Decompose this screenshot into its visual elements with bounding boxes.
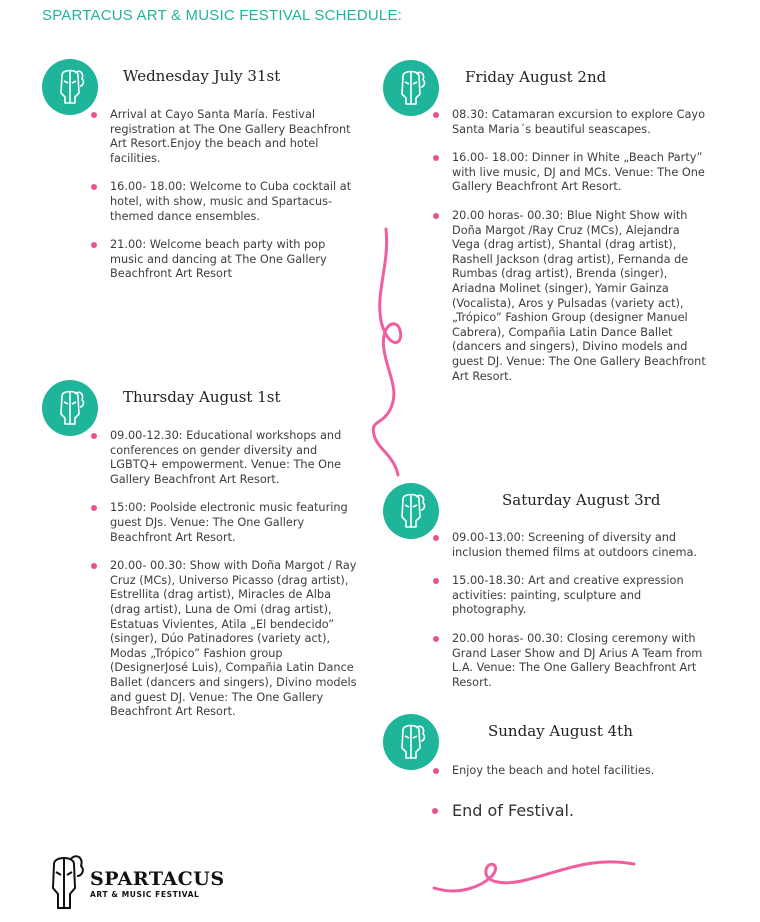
event-text: 15.00-18.30: Art and creative expression activities: painting, sculpture and photography. bbox=[452, 574, 684, 617]
day-events-wednesday bbox=[91, 108, 361, 296]
bullet-dot bbox=[433, 636, 439, 642]
event-text: 09.00-12.30: Educational workshops and conferences on gender diversity and LGBTQ+ empowerment. Venue: The One Gallery Beachfront Art Resort. bbox=[110, 429, 342, 486]
list-item bbox=[91, 559, 361, 720]
logo-name: SPARTACUS bbox=[90, 868, 225, 890]
bullet-dot bbox=[91, 184, 97, 190]
bullet-dot bbox=[91, 563, 97, 569]
bullet-dot bbox=[433, 213, 439, 219]
event-text: 09.00-13.00: Screening of diversity and inclusion themed films at outdoors cinema. bbox=[452, 531, 698, 559]
list-item bbox=[433, 108, 711, 137]
spartacus-helmet-icon bbox=[42, 380, 98, 436]
event-text: 21.00: Welcome beach party with pop music and dancing at The One Gallery Beachfront Art Resort bbox=[110, 238, 327, 281]
event-text: 08.30: Catamaran excursion to explore Cayo Santa Maria´s beautiful seascapes. bbox=[452, 108, 706, 136]
event-text: 16.00- 18.00: Dinner in White „Beach Party” with live music, DJ and MCs. Venue: The One Gallery Beachfront Art Resort. bbox=[452, 151, 705, 194]
event-text: Arrival at Cayo Santa María. Festival registration at The One Gallery Beachfront Art Resort.Enjoy the beach and hotel facilities. bbox=[110, 108, 351, 165]
bullet-dot bbox=[91, 112, 97, 118]
day-events-thursday bbox=[91, 429, 361, 734]
day-title-saturday: Saturday August 3rd bbox=[502, 491, 661, 509]
day-events-friday bbox=[433, 108, 711, 398]
decorative-swirl bbox=[430, 850, 640, 900]
event-text: 20.00- 00.30: Show with Doña Margot / Ray Cruz (MCs), Universo Picasso (drag artist), Estrellita (drag artist), Miracles de Alba (drag artist), Luna de Omi (drag artist), Estatuas Vivientes, Atila „El bendecido” (singer), Dúo Patinadores (variety act), Modas „Trópico” Fashion group (DesignerJosé Luis), Compañia Latin Dance Ballet (dancers and singers), Divino models and guest DJ. Venue: The One Gallery Beachfront Art Resort. bbox=[110, 559, 357, 719]
decorative-swirl bbox=[360, 225, 420, 485]
list-item bbox=[433, 531, 703, 560]
list-item bbox=[433, 632, 703, 690]
bullet-dot bbox=[433, 155, 439, 161]
list-item bbox=[91, 180, 361, 224]
list-item bbox=[91, 501, 361, 545]
list-item bbox=[91, 429, 361, 487]
spartacus-helmet-icon bbox=[383, 714, 439, 770]
end-of-festival bbox=[432, 801, 574, 820]
event-text: 20.00 horas- 00.30: Blue Night Show with Doña Margot /Ray Cruz (MCs), Alejandra Vega (drag artist), Shantal (drag artist), Rashell Jackson (drag artist), Fernanda de Rumbas (drag artist), Brenda (singer), Ariadna Molinet (singer), Yamir Gainza (Vocalista), Aros y Pulsadas (variety act), „Trópico” Fashion Group (designer Manuel Cabrera), Compañia Latin Dance Ballet (dancers and singers), Divino models and guest DJ. Venue: The One Gallery Beachfront Art Resort. bbox=[452, 208, 706, 383]
list-item bbox=[433, 764, 703, 779]
day-title-thursday: Thursday August 1st bbox=[123, 388, 281, 406]
event-text: 20.00 horas- 00.30: Closing ceremony with Grand Laser Show and DJ Arius A Team from L.A. Venue: The One Gallery Beachfront Art Resort. bbox=[452, 631, 703, 689]
spartacus-helmet-icon bbox=[383, 60, 439, 116]
event-text: 15:00: Poolside electronic music featuring guest DJs. Venue: The One Gallery Beachfront Art Resort. bbox=[110, 501, 348, 544]
spartacus-helmet-icon bbox=[383, 483, 439, 539]
end-note-text: End of Festival. bbox=[452, 801, 575, 820]
bullet-dot bbox=[91, 505, 97, 511]
list-item bbox=[433, 209, 711, 384]
list-item bbox=[433, 151, 711, 195]
bullet-dot bbox=[433, 112, 439, 118]
event-text: Enjoy the beach and hotel facilities. bbox=[452, 764, 655, 777]
spartacus-logo bbox=[44, 848, 225, 920]
bullet-dot bbox=[432, 808, 438, 814]
list-item bbox=[91, 108, 361, 166]
day-events-sunday bbox=[433, 764, 703, 793]
bullet-dot bbox=[91, 433, 97, 439]
list-item bbox=[433, 574, 703, 618]
bullet-dot bbox=[91, 242, 97, 248]
logo-subtitle: ART & MUSIC FESTIVAL bbox=[90, 890, 200, 899]
event-text: 16.00- 18.00: Welcome to Cuba cocktail at hotel, with show, music and Spartacus-themed dance ensembles. bbox=[110, 180, 352, 223]
list-item bbox=[91, 238, 361, 282]
spartacus-helmet-icon bbox=[42, 59, 98, 115]
day-title-sunday: Sunday August 4th bbox=[488, 722, 633, 740]
spartacus-helmet-icon bbox=[44, 848, 88, 916]
page-title: SPARTACUS ART & MUSIC FESTIVAL SCHEDULE: bbox=[42, 7, 403, 24]
day-title-wednesday: Wednesday July 31st bbox=[123, 67, 281, 85]
bullet-dot bbox=[433, 768, 439, 774]
bullet-dot bbox=[433, 535, 439, 541]
day-events-saturday bbox=[433, 531, 703, 704]
day-title-friday: Friday August 2nd bbox=[465, 68, 607, 86]
bullet-dot bbox=[433, 578, 439, 584]
